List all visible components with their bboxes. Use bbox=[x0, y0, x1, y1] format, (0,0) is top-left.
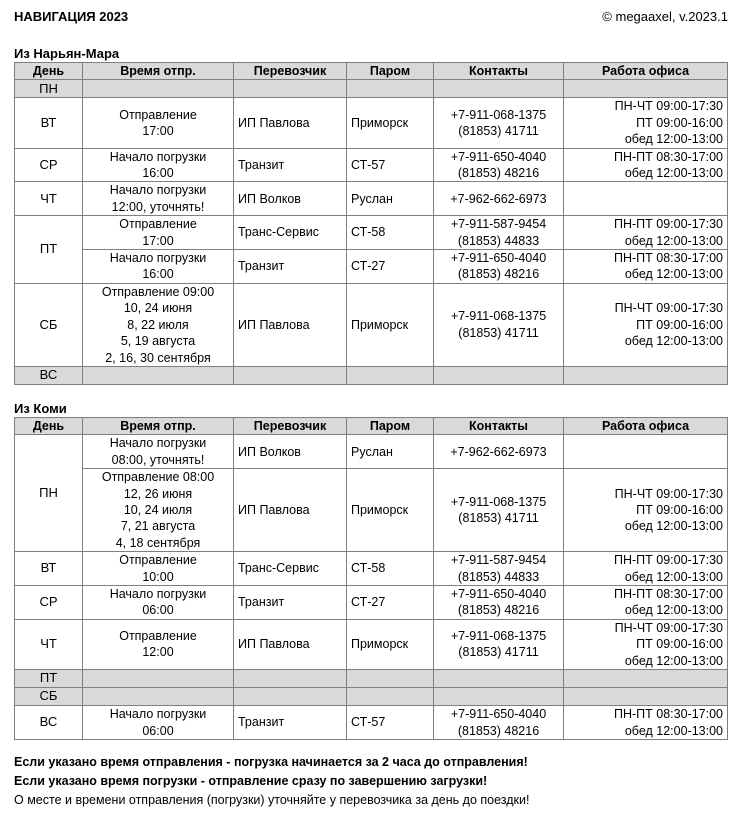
table-row bbox=[15, 98, 728, 148]
col-header-office: Работа офиса bbox=[564, 63, 728, 80]
carrier-cell: ИП Павлова bbox=[234, 98, 347, 148]
contacts-cell: +7-911-587-9454 (81853) 44833 bbox=[434, 552, 564, 586]
carrier-cell: ИП Павлова bbox=[234, 283, 347, 366]
empty-cell bbox=[83, 80, 234, 98]
office-hours-cell: ПН-ЧТ 09:00-17:30 ПТ 09:00-16:00 обед 12:00-13:00 bbox=[564, 98, 728, 148]
day-cell: ПН bbox=[15, 80, 83, 98]
ferry-cell: Приморск bbox=[347, 469, 434, 552]
day-cell: ЧТ bbox=[15, 182, 83, 216]
ferry-cell: СТ-58 bbox=[347, 216, 434, 250]
col-header-office: Работа офиса bbox=[564, 418, 728, 435]
time-cell: Отправление 08:00 12, 26 июня 10, 24 июля 7, 21 августа 4, 18 сентября bbox=[83, 469, 234, 552]
notes-block bbox=[14, 753, 529, 810]
day-cell: СР bbox=[15, 148, 83, 182]
day-cell: ВС bbox=[15, 366, 83, 384]
empty-cell bbox=[347, 670, 434, 688]
day-cell: ВТ bbox=[15, 552, 83, 586]
ferry-cell: Руслан bbox=[347, 435, 434, 469]
empty-cell bbox=[564, 670, 728, 688]
empty-cell bbox=[83, 366, 234, 384]
col-header-day: День bbox=[15, 63, 83, 80]
carrier-cell: Транзит bbox=[234, 586, 347, 620]
time-cell: Отправление 12:00 bbox=[83, 619, 234, 669]
col-header-carrier: Перевозчик bbox=[234, 418, 347, 435]
contacts-cell: +7-911-068-1375 (81853) 41711 bbox=[434, 283, 564, 366]
ferry-cell: Приморск bbox=[347, 98, 434, 148]
empty-cell bbox=[234, 366, 347, 384]
ferry-cell: Приморск bbox=[347, 283, 434, 366]
time-cell: Отправление 10:00 bbox=[83, 552, 234, 586]
empty-cell bbox=[234, 80, 347, 98]
empty-cell bbox=[83, 670, 234, 688]
office-hours-cell: ПН-ПТ 09:00-17:30 обед 12:00-13:00 bbox=[564, 552, 728, 586]
ferry-cell: Руслан bbox=[347, 182, 434, 216]
empty-cell bbox=[434, 80, 564, 98]
time-cell: Отправление 17:00 bbox=[83, 98, 234, 148]
empty-cell bbox=[347, 688, 434, 706]
col-header-contacts: Контакты bbox=[434, 418, 564, 435]
contacts-cell: +7-911-068-1375 (81853) 41711 bbox=[434, 98, 564, 148]
contacts-cell: +7-911-650-4040 (81853) 48216 bbox=[434, 148, 564, 182]
contacts-cell: +7-962-662-6973 bbox=[434, 182, 564, 216]
day-cell: ПТ bbox=[15, 216, 83, 284]
carrier-cell: Транс-Сервис bbox=[234, 216, 347, 250]
time-cell: Начало погрузки 06:00 bbox=[83, 586, 234, 620]
day-cell: СР bbox=[15, 586, 83, 620]
time-cell: Начало погрузки 08:00, уточнять! bbox=[83, 435, 234, 469]
day-cell: ЧТ bbox=[15, 619, 83, 669]
empty-cell bbox=[434, 670, 564, 688]
time-cell: Отправление 17:00 bbox=[83, 216, 234, 250]
day-cell: ПН bbox=[15, 435, 83, 552]
office-hours-cell: ПН-ПТ 08:30-17:00 обед 12:00-13:00 bbox=[564, 586, 728, 620]
carrier-cell: Транзит bbox=[234, 706, 347, 740]
ferry-cell: СТ-57 bbox=[347, 706, 434, 740]
note-check-carrier: О месте и времени отправления (погрузки) уточняйте у перевозчика за день до поездки! bbox=[14, 793, 530, 807]
time-cell: Начало погрузки 16:00 bbox=[83, 148, 234, 182]
note-loading: Если указано время погрузки - отправление сразу по завершению загрузки! bbox=[14, 774, 488, 788]
contacts-cell: +7-911-650-4040 (81853) 48216 bbox=[434, 250, 564, 284]
table-header-row bbox=[15, 63, 728, 80]
office-hours-cell: ПН-ЧТ 09:00-17:30 ПТ 09:00-16:00 обед 12:00-13:00 bbox=[564, 283, 728, 366]
table-row bbox=[15, 283, 728, 366]
ferry-cell: Приморск bbox=[347, 619, 434, 669]
table-row-empty bbox=[15, 688, 728, 706]
contacts-cell: +7-911-068-1375 (81853) 41711 bbox=[434, 619, 564, 669]
empty-cell bbox=[564, 366, 728, 384]
office-hours-cell: ПН-ЧТ 09:00-17:30 ПТ 09:00-16:00 обед 12:00-13:00 bbox=[564, 469, 728, 552]
carrier-cell: Транс-Сервис bbox=[234, 552, 347, 586]
schedule-table-naryan-mar bbox=[14, 62, 728, 385]
contacts-cell: +7-911-650-4040 (81853) 48216 bbox=[434, 586, 564, 620]
schedule-table-komi bbox=[14, 417, 728, 740]
ferry-cell: СТ-57 bbox=[347, 148, 434, 182]
empty-cell bbox=[434, 688, 564, 706]
col-header-day: День bbox=[15, 418, 83, 435]
office-hours-cell: ПН-ЧТ 09:00-17:30 ПТ 09:00-16:00 обед 12:00-13:00 bbox=[564, 619, 728, 669]
table-row bbox=[15, 148, 728, 182]
section-title-naryan-mar: Из Нарьян-Мара bbox=[14, 46, 120, 61]
office-hours-cell bbox=[564, 435, 728, 469]
office-hours-cell: ПН-ПТ 08:30-17:00 обед 12:00-13:00 bbox=[564, 250, 728, 284]
section-title-komi: Из Коми bbox=[14, 401, 67, 416]
empty-cell bbox=[347, 80, 434, 98]
contacts-cell: +7-911-587-9454 (81853) 44833 bbox=[434, 216, 564, 250]
day-cell: СБ bbox=[15, 688, 83, 706]
carrier-cell: ИП Волков bbox=[234, 435, 347, 469]
empty-cell bbox=[347, 366, 434, 384]
ferry-cell: СТ-27 bbox=[347, 250, 434, 284]
contacts-cell: +7-911-650-4040 (81853) 48216 bbox=[434, 706, 564, 740]
day-cell: ВС bbox=[15, 706, 83, 740]
office-hours-cell: ПН-ПТ 08:30-17:00 обед 12:00-13:00 bbox=[564, 706, 728, 740]
table-row bbox=[15, 552, 728, 586]
table-row bbox=[15, 250, 728, 284]
office-hours-cell: ПН-ПТ 09:00-17:30 обед 12:00-13:00 bbox=[564, 216, 728, 250]
table-header-row bbox=[15, 418, 728, 435]
table-row-empty bbox=[15, 670, 728, 688]
empty-cell bbox=[234, 670, 347, 688]
table-row-empty bbox=[15, 366, 728, 384]
day-cell: СБ bbox=[15, 283, 83, 366]
version-label: © megaaxel, v.2023.1 bbox=[602, 9, 728, 24]
day-cell: ВТ bbox=[15, 98, 83, 148]
empty-cell bbox=[564, 80, 728, 98]
carrier-cell: ИП Волков bbox=[234, 182, 347, 216]
contacts-cell: +7-911-068-1375 (81853) 41711 bbox=[434, 469, 564, 552]
carrier-cell: Транзит bbox=[234, 250, 347, 284]
ferry-cell: СТ-27 bbox=[347, 586, 434, 620]
table-row bbox=[15, 216, 728, 250]
time-cell: Начало погрузки 06:00 bbox=[83, 706, 234, 740]
empty-cell bbox=[234, 688, 347, 706]
time-cell: Отправление 09:00 10, 24 июня 8, 22 июля 5, 19 августа 2, 16, 30 сентября bbox=[83, 283, 234, 366]
col-header-time: Время отпр. bbox=[83, 418, 234, 435]
col-header-ferry: Паром bbox=[347, 418, 434, 435]
office-hours-cell: ПН-ПТ 08:30-17:00 обед 12:00-13:00 bbox=[564, 148, 728, 182]
office-hours-cell bbox=[564, 182, 728, 216]
table-row bbox=[15, 182, 728, 216]
note-departure: Если указано время отправления - погрузка начинается за 2 часа до отправления! bbox=[14, 755, 528, 769]
col-header-contacts: Контакты bbox=[434, 63, 564, 80]
empty-cell bbox=[434, 366, 564, 384]
time-cell: Начало погрузки 16:00 bbox=[83, 250, 234, 284]
page-title: НАВИГАЦИЯ 2023 bbox=[14, 9, 129, 24]
table-row bbox=[15, 706, 728, 740]
carrier-cell: ИП Павлова bbox=[234, 619, 347, 669]
table-row-empty bbox=[15, 80, 728, 98]
day-cell: ПТ bbox=[15, 670, 83, 688]
empty-cell bbox=[564, 688, 728, 706]
table-row bbox=[15, 586, 728, 620]
contacts-cell: +7-962-662-6973 bbox=[434, 435, 564, 469]
carrier-cell: Транзит bbox=[234, 148, 347, 182]
empty-cell bbox=[83, 688, 234, 706]
ferry-cell: СТ-58 bbox=[347, 552, 434, 586]
col-header-time: Время отпр. bbox=[83, 63, 234, 80]
carrier-cell: ИП Павлова bbox=[234, 469, 347, 552]
time-cell: Начало погрузки 12:00, уточнять! bbox=[83, 182, 234, 216]
table-row bbox=[15, 469, 728, 552]
col-header-carrier: Перевозчик bbox=[234, 63, 347, 80]
col-header-ferry: Паром bbox=[347, 63, 434, 80]
table-row bbox=[15, 435, 728, 469]
table-row bbox=[15, 619, 728, 669]
